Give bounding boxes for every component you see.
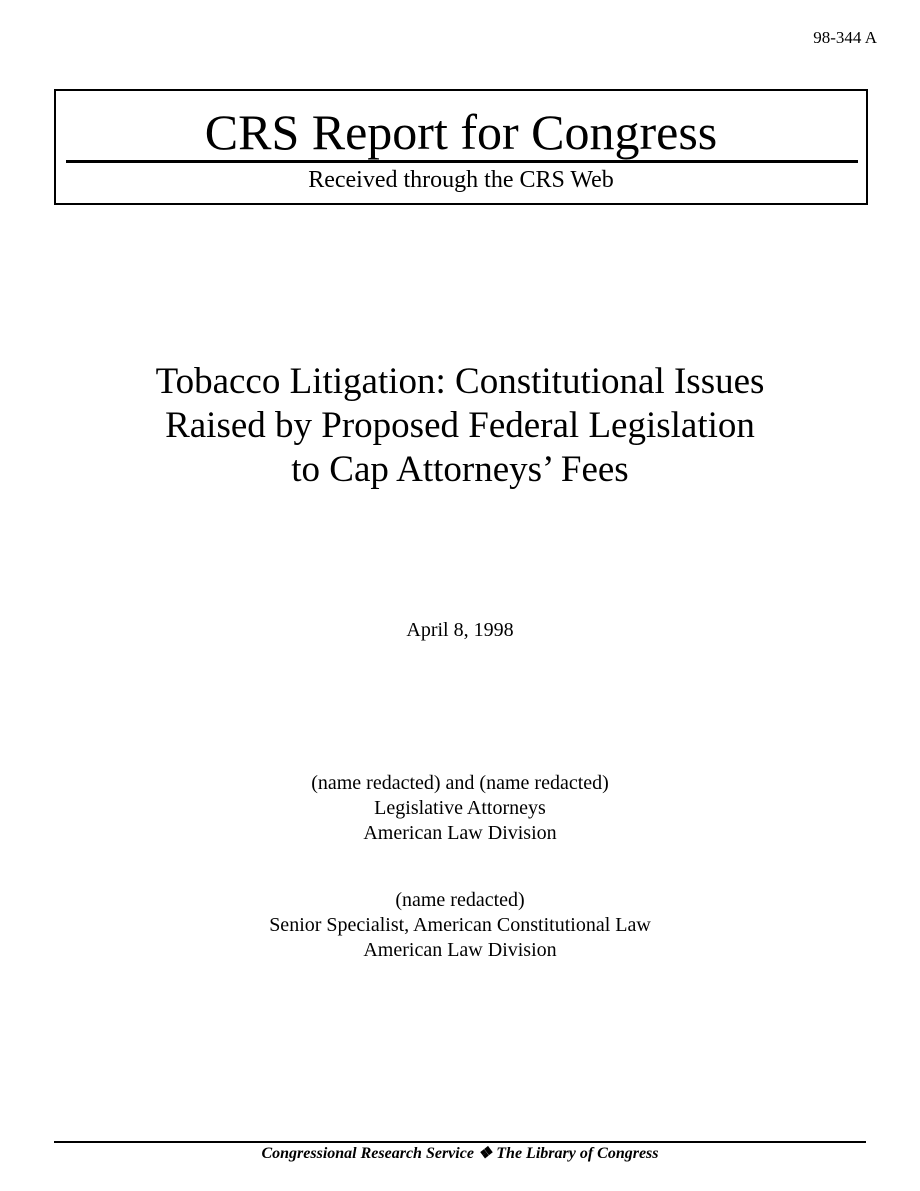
document-title-line: Tobacco Litigation: Constitutional Issues — [155, 361, 765, 402]
document-title-line: to Cap Attorneys’ Fees — [291, 449, 629, 490]
document-title — [0, 360, 920, 492]
report-header-subtitle: Received through the CRS Web — [308, 167, 614, 193]
author-division: American Law Division — [363, 939, 557, 961]
author-title: Legislative Attorneys — [374, 797, 546, 819]
footer-text: Congressional Research Service ❖ The Library of Congress — [261, 1145, 659, 1162]
author-group-senior-specialist — [0, 888, 920, 963]
document-date: April 8, 1998 — [406, 619, 514, 641]
footer-divider — [54, 1141, 866, 1143]
author-names: (name redacted) and (name redacted) — [311, 772, 609, 794]
report-header-box — [54, 89, 868, 205]
report-number: 98-344 A — [813, 28, 877, 47]
report-header-title: CRS Report for Congress — [204, 104, 718, 160]
author-title: Senior Specialist, American Constitutional Law — [269, 914, 651, 936]
author-group-legislative-attorneys — [0, 771, 920, 846]
header-divider — [66, 160, 858, 163]
author-names: (name redacted) — [395, 889, 525, 911]
author-division: American Law Division — [363, 822, 557, 844]
document-title-line: Raised by Proposed Federal Legislation — [165, 405, 755, 446]
